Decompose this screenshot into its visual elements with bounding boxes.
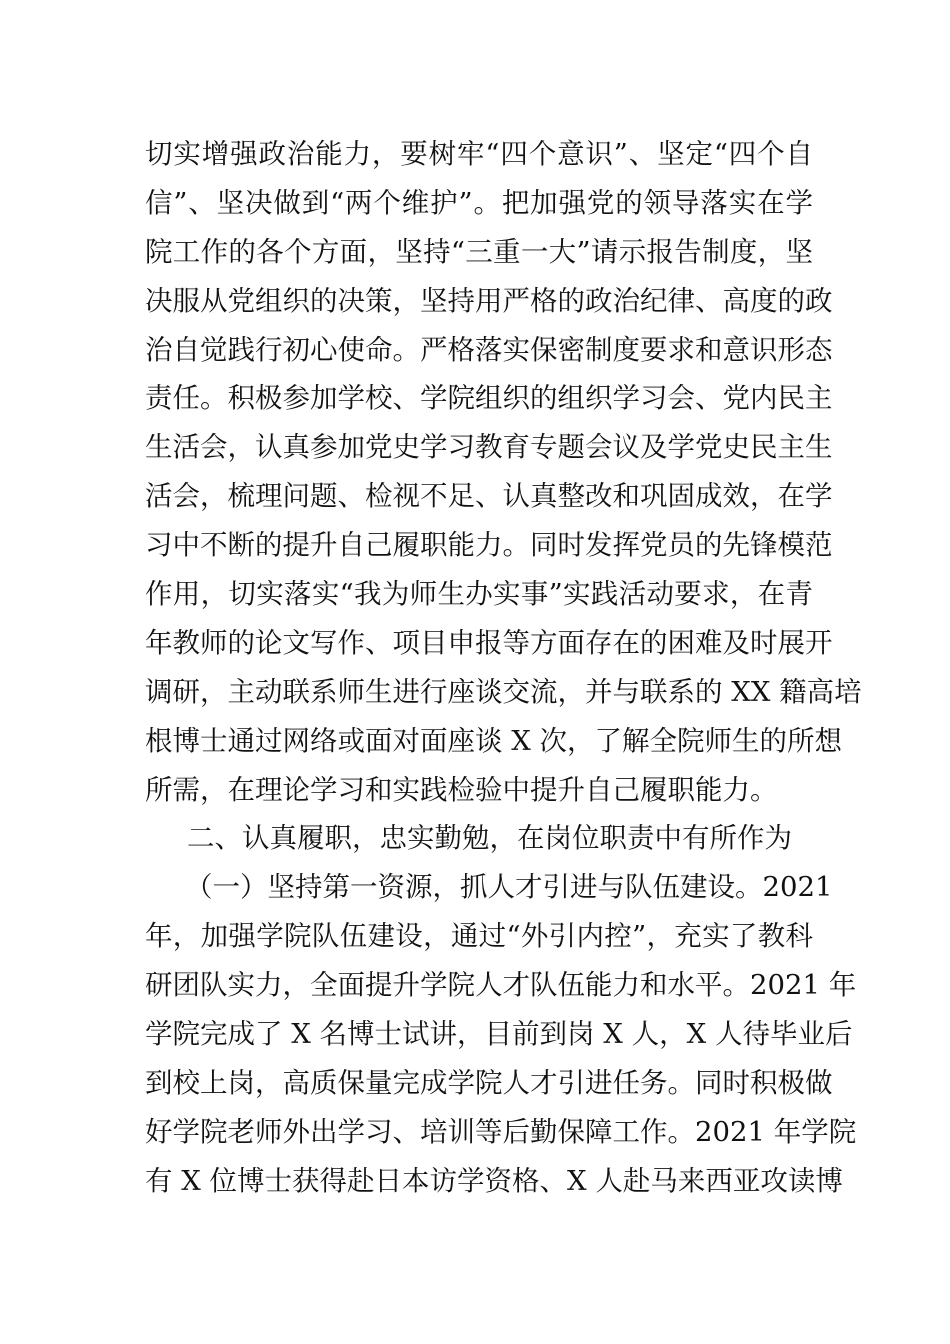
- text-line: 作用，切实落实“我为师生办实事”实践活动要求，在青: [145, 578, 813, 611]
- text-line: 有 X 位博士获得赴日本访学资格、X 人赴马来西亚攻读博: [145, 1164, 843, 1197]
- text-line: 切实增强政治能力，要树牢“四个意识”、坚定“四个自: [145, 138, 813, 170]
- text-line: 根博士通过网络或面对面座谈 X 次，了解全院师生的所想: [145, 724, 843, 757]
- text-line: 学院完成了 X 名博士试讲，目前到岗 X 人，X 人待毕业后: [145, 1018, 853, 1051]
- text-line: 活会，梳理问题、检视不足、认真整改和巩固成效，在学: [145, 480, 833, 513]
- text-line: 年，加强学院队伍建设，通过“外引内控”，充实了教科: [145, 920, 813, 953]
- text-line: 研团队实力，全面提升学院人才队伍能力和水平。2021 年: [145, 969, 857, 1002]
- text-line: 信”、坚决做到“两个维护”。把加强党的领导落实在学: [145, 186, 813, 219]
- text-line: 调研，主动联系师生进行座谈交流，并与联系的 XX 籍高培: [145, 675, 862, 708]
- text-line: 好学院老师外出学习、培训等后勤保障工作。2021 年学院: [145, 1115, 857, 1148]
- text-line: 到校上岗，高质保量完成学院人才引进任务。同时积极做: [145, 1066, 833, 1099]
- body-text: [145, 130, 862, 1206]
- text-line: 所需，在理论学习和实践检验中提升自己履职能力。: [145, 773, 778, 806]
- text-line: 生活会，认真参加党史学习教育专题会议及学党史民主生: [145, 431, 833, 464]
- subsection-first-line: （一）坚持第一资源，抓人才引进与队伍建设。2021: [185, 871, 833, 904]
- text-line: 院工作的各个方面，坚持“三重一大”请示报告制度，坚: [145, 235, 813, 268]
- text-line: 年教师的论文写作、项目申报等方面存在的困难及时展开: [145, 626, 833, 659]
- text-line: 治自觉践行初心使命。严格落实保密制度要求和意识形态: [145, 333, 833, 366]
- text-line: 习中不断的提升自己履职能力。同时发挥党员的先锋模范: [145, 529, 833, 562]
- section-heading: 二、认真履职，忠实勤勉，在岗位职责中有所作为: [187, 822, 792, 855]
- text-line: 责任。积极参加学校、学院组织的组织学习会、党内民主: [145, 382, 833, 415]
- text-line: 决服从党组织的决策，坚持用严格的政治纪律、高度的政: [145, 284, 833, 317]
